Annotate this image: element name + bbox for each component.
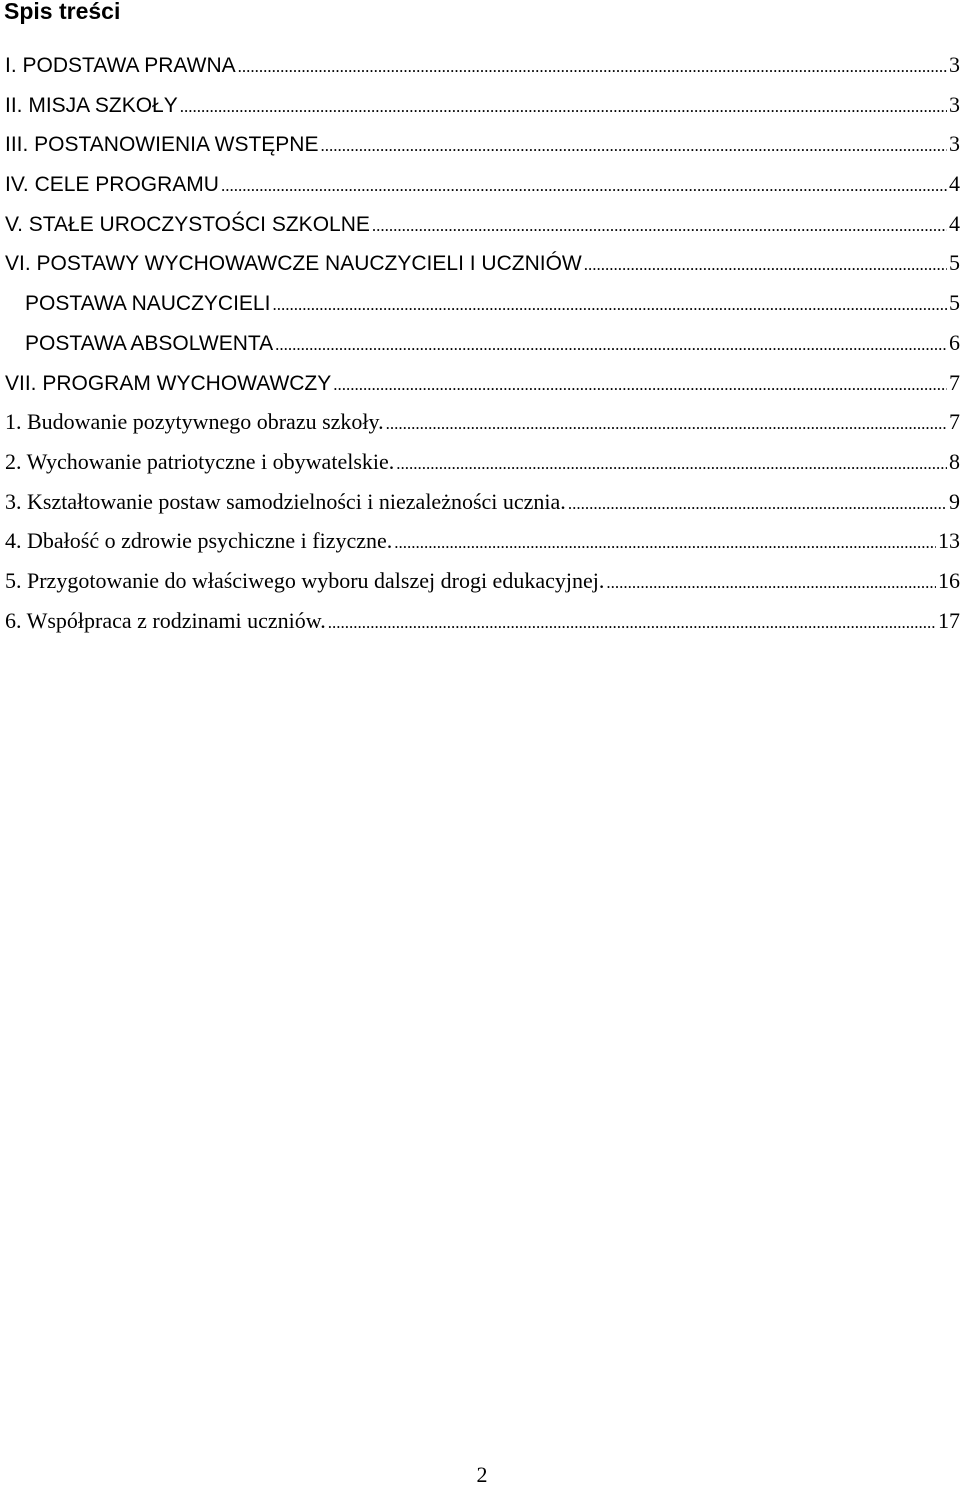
toc-entry-text: III. POSTANOWIENIA WSTĘPNE [5,133,319,157]
toc-dot-leader [394,523,936,563]
toc-entry[interactable] [0,521,960,561]
toc-entry-page: 9 [949,488,960,514]
toc-entry[interactable] [0,85,960,125]
toc-entry[interactable] [0,204,960,244]
toc-entry-text: POSTAWA ABSOLWENTA [25,331,274,355]
toc-entry-text: VI. POSTAWY WYCHOWAWCZE NAUCZYCIELI I UCZNIÓW [5,252,582,276]
toc-entry-text: 1. Budowanie pozytywnego obrazu szkoły. [5,409,384,435]
page-number: 2 [476,1462,488,1487]
toc-entry-page: 3 [949,131,960,157]
toc-entry-page: 4 [949,210,960,236]
toc-entry-page: 4 [949,171,960,197]
toc-dot-leader [396,444,947,484]
toc-dot-leader [568,484,947,524]
toc-entry[interactable] [0,243,960,283]
toc-dot-leader [272,285,947,325]
toc-entry-text: V. STAŁE UROCZYSTOŚCI SZKOLNE [5,212,370,236]
toc-entry-page: 13 [938,528,960,554]
toc-entry-text: VII. PROGRAM WYCHOWAWCZY [5,371,332,395]
table-of-contents [0,45,960,640]
toc-entry-page: 17 [938,607,960,633]
toc-dot-leader [320,126,947,166]
toc-entry-page: 3 [949,52,960,77]
toc-entry-page: 7 [949,369,960,395]
toc-entry-text: 4. Dbałość o zdrowie psychiczne i fizyczne. [5,528,393,554]
toc-dot-leader [275,325,947,365]
toc-dot-leader [386,404,947,444]
toc-entry[interactable] [0,561,960,601]
toc-entry-page: 5 [949,290,960,316]
toc-entry-text: 5. Przygotowanie do właściwego wyboru dalszej drogi edukacyjnej. [5,567,605,593]
toc-entry[interactable] [0,164,960,204]
toc-entry[interactable] [0,402,960,442]
toc-entry[interactable] [0,283,960,323]
toc-entry[interactable] [0,442,960,482]
toc-entry-text: II. MISJA SZKOŁY [5,93,178,117]
toc-entry-text: IV. CELE PROGRAMU [5,173,219,197]
toc-entry-text: 6. Współpraca z rodzinami uczniów. [5,607,326,633]
toc-entry-text: 2. Wychowanie patriotyczne i obywatelskie. [5,448,395,474]
toc-dot-leader [328,603,936,643]
toc-entry-page: 16 [938,567,960,593]
toc-entry-page: 8 [949,448,960,474]
toc-entry-page: 5 [949,250,960,276]
toc-entry[interactable] [0,601,960,641]
toc-dot-leader [238,47,947,87]
toc-entry-page: 3 [949,91,960,117]
toc-entry-page: 6 [949,329,960,355]
toc-dot-leader [221,166,947,206]
toc-entry-text: POSTAWA NAUCZYCIELI [25,292,271,316]
toc-entry-text: I. PODSTAWA PRAWNA [5,54,236,77]
toc-entry[interactable] [0,124,960,164]
toc-entry-page: 7 [949,409,960,435]
toc-dot-leader [333,365,947,405]
toc-dot-leader [180,87,947,127]
toc-entry[interactable] [0,363,960,403]
toc-entry-text: 3. Kształtowanie postaw samodzielności i niezależności ucznia. [5,488,566,514]
toc-title: Spis treści [4,0,121,24]
toc-dot-leader [372,206,947,246]
toc-entry[interactable] [0,45,960,85]
toc-entry[interactable] [0,323,960,363]
toc-dot-leader [606,563,936,603]
toc-dot-leader [584,245,947,285]
toc-entry[interactable] [0,482,960,522]
